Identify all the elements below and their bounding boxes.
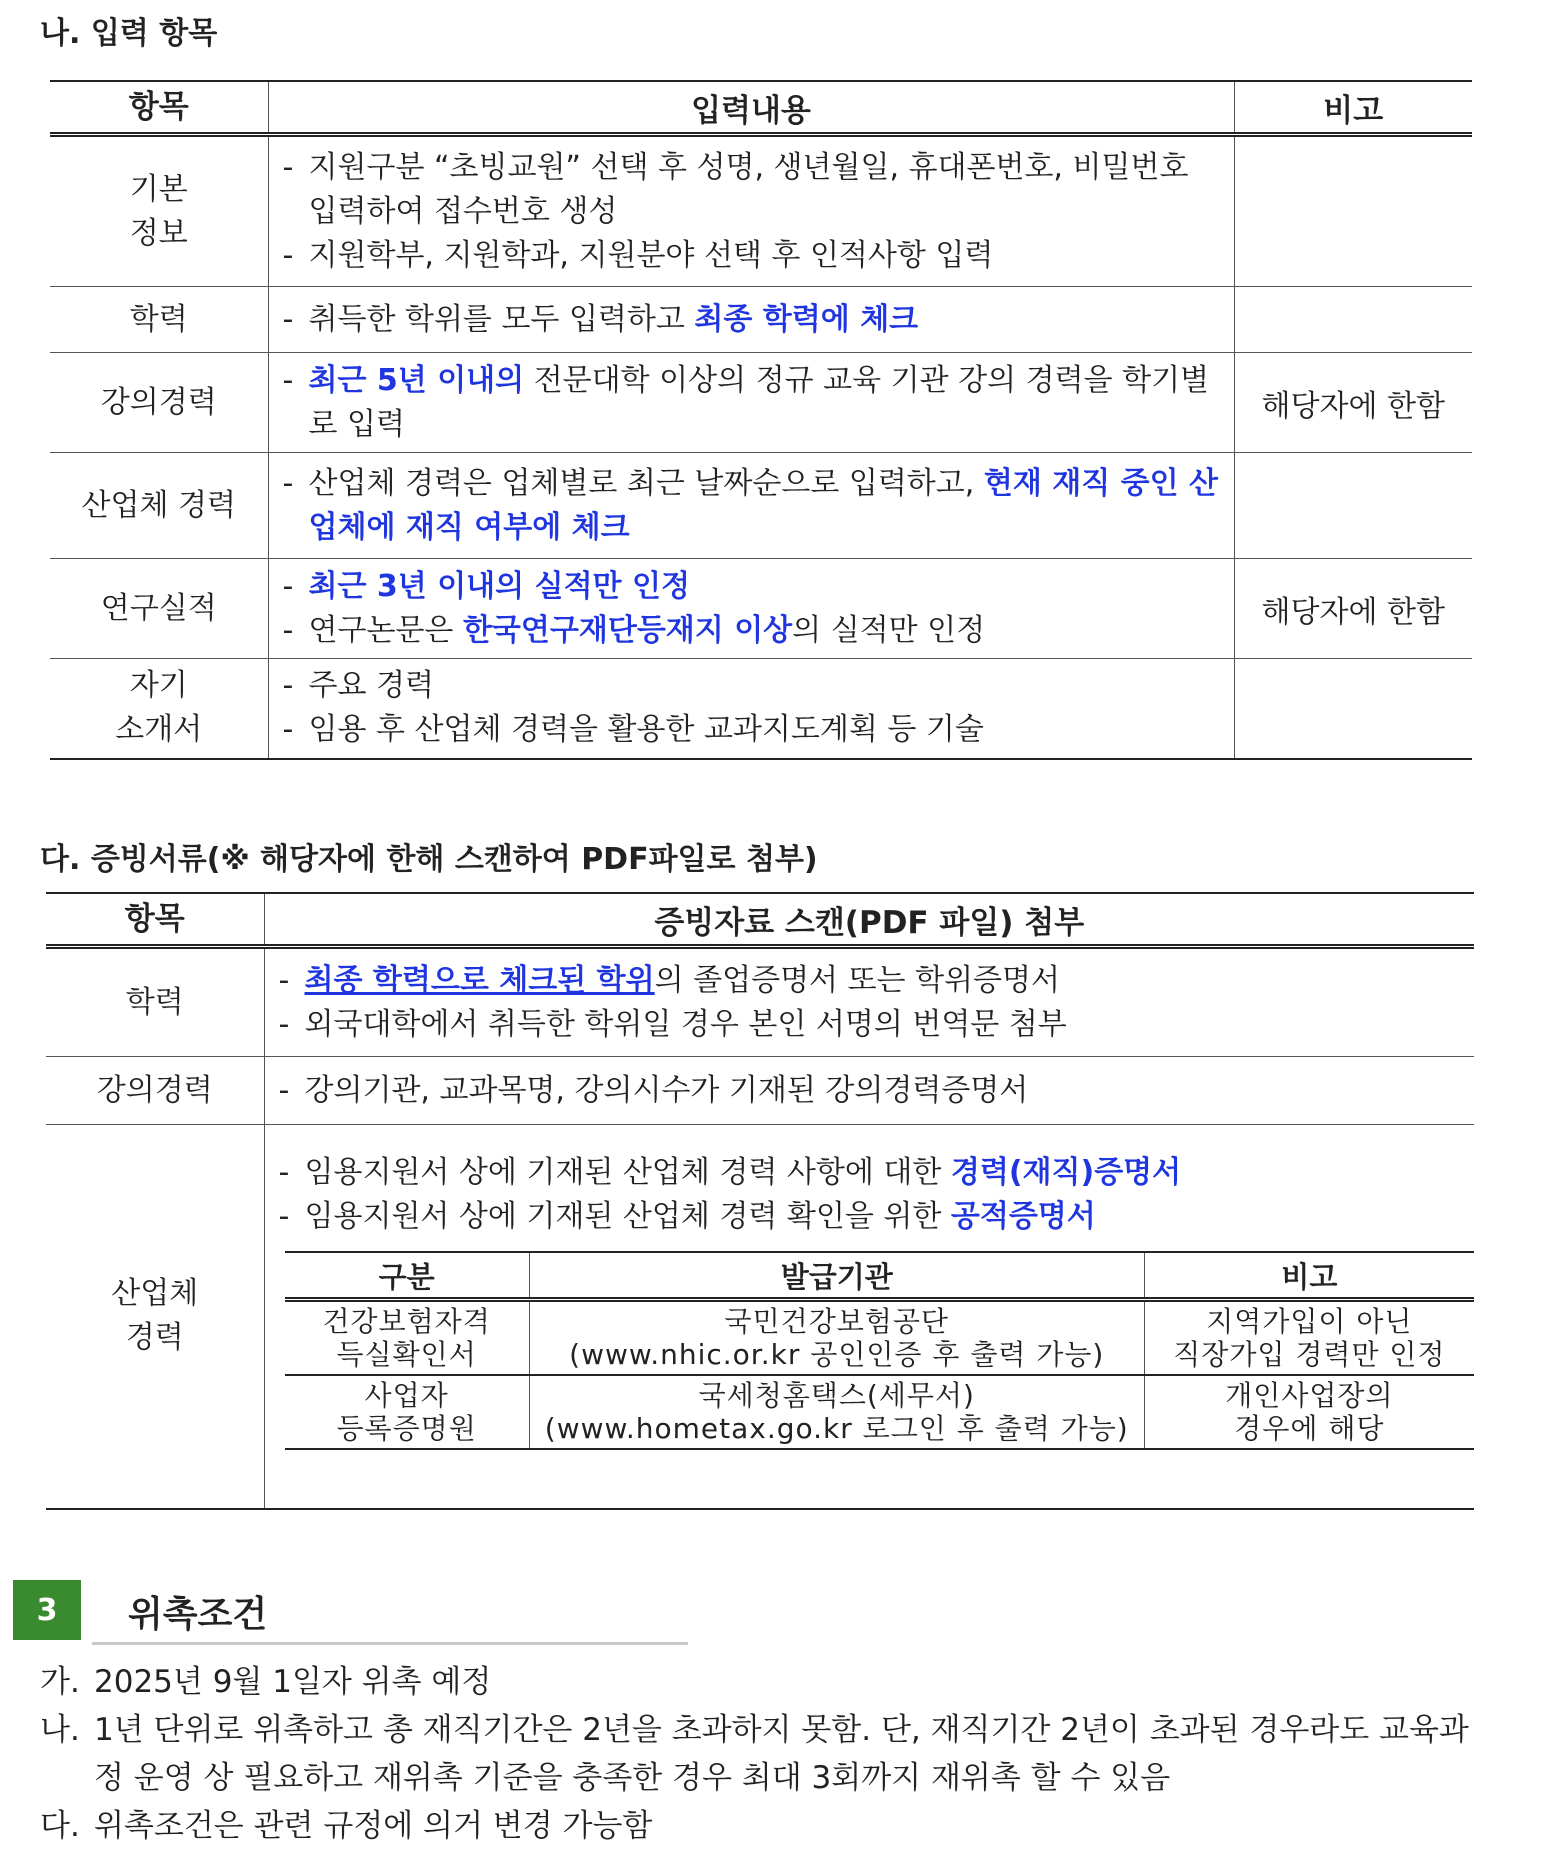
table-row (46, 1057, 1474, 1125)
bullet-dash: - (278, 1155, 290, 1190)
bullet-text (305, 1069, 1461, 1113)
text-segment: 지원구분 “초빙교원” 선택 후 성명, 생년월일, 휴대폰번호, 비밀번호 입력하여 접수번호 생성 (308, 149, 1189, 229)
text-segment: 의 졸업증명서 또는 학위증명서 (654, 962, 1060, 998)
table-row (50, 353, 1472, 453)
bullet-lines (269, 355, 1234, 451)
table-row (50, 559, 1472, 659)
inner-cell: 지역가입이 아닌 직장가입 경력만 인정 (1144, 1300, 1474, 1376)
content-cell (268, 287, 1234, 353)
inner-header: 구분 (285, 1252, 530, 1300)
table-row (50, 287, 1472, 353)
bullet-text (309, 565, 1220, 609)
text-segment: 지원학부, 지원학과, 지원분야 선택 후 인적사항 입력 (308, 237, 994, 273)
bullet-dash: - (278, 1072, 290, 1108)
inner-header: 비고 (1144, 1252, 1474, 1300)
header-item: 항목 (50, 81, 268, 135)
bullet-text (309, 298, 1220, 342)
inner-row (285, 1300, 1475, 1376)
content-cell (264, 1125, 1474, 1509)
condition-item (40, 1658, 1480, 1706)
appointment-conditions-list (40, 1658, 1480, 1850)
highlight-text: 최근 5년 이내의 (308, 362, 525, 398)
content-cell (268, 659, 1234, 759)
header-item: 항목 (46, 893, 264, 947)
table-row (50, 659, 1472, 759)
header-content: 입력내용 (268, 81, 1234, 135)
section-da-title: 다. 증빙서류(※ 해당자에 한해 스캔하여 PDF파일로 첨부) (40, 842, 818, 877)
bullet-dash: - (278, 1199, 290, 1234)
note-cell (1234, 135, 1472, 287)
bullet-dash: - (282, 237, 294, 273)
note-cell: 해당자에 한함 (1234, 559, 1472, 659)
inner-cell: 국민건강보험공단 (www.nhic.or.kr 공인인증 후 출력 가능) (529, 1300, 1144, 1376)
input-items-table (50, 80, 1472, 760)
item-label: 자기 소개서 (50, 659, 268, 759)
section-3-rule (92, 1642, 688, 1645)
bullet-line (279, 1003, 1461, 1047)
section-3-title: 위촉조건 (128, 1594, 268, 1635)
bullet-lines (269, 458, 1234, 554)
bullet-line (279, 1151, 1461, 1195)
bullet-line (283, 462, 1220, 550)
bullet-dash: - (282, 465, 294, 501)
condition-marker: 가. (40, 1664, 80, 1700)
table-row (46, 1125, 1474, 1509)
inner-row (285, 1375, 1475, 1449)
table-row (50, 453, 1472, 559)
item-label: 산업체 경력 (46, 1125, 264, 1509)
note-cell (1234, 287, 1472, 353)
text-segment: 의 실적만 인정 (792, 612, 986, 648)
bullet-text (309, 708, 1220, 752)
bullet-text (309, 462, 1220, 550)
bullet-dash: - (282, 149, 294, 185)
bullet-line (283, 359, 1220, 447)
highlight-text: 최종 학력에 체크 (694, 301, 919, 337)
note-cell (1234, 659, 1472, 759)
item-label: 강의경력 (46, 1057, 264, 1125)
issuer-table (285, 1251, 1475, 1450)
item-label: 연구실적 (50, 559, 268, 659)
condition-marker: 다. (40, 1808, 80, 1844)
bullet-text (309, 609, 1220, 653)
inner-cell: 국세청홈택스(세무서) (www.hometax.go.kr 로그인 후 출력 가능) (529, 1375, 1144, 1449)
bullet-line (283, 609, 1220, 653)
highlight-text: 현재 재직 중인 산업체에 재직 여부에 체크 (308, 465, 1219, 545)
section-number-badge: 3 (13, 1580, 81, 1640)
bullet-text (309, 359, 1220, 447)
bullet-text (309, 234, 1220, 278)
condition-marker: 나. (40, 1712, 80, 1748)
bullet-lines (265, 1147, 1475, 1243)
bullet-lines (269, 142, 1234, 282)
content-cell (264, 1057, 1474, 1125)
text-segment: 강의기관, 교과목명, 강의시수가 기재된 강의경력증명서 (304, 1072, 1029, 1108)
bullet-line (279, 1195, 1461, 1239)
condition-item (40, 1706, 1480, 1802)
content-cell (268, 135, 1234, 287)
content-cell (264, 947, 1474, 1057)
content-cell (268, 353, 1234, 453)
text-segment: 외국대학에서 취득한 학위일 경우 본인 서명의 번역문 첨부 (304, 1006, 1067, 1042)
note-cell (1234, 453, 1472, 559)
item-label: 산업체 경력 (50, 453, 268, 559)
bullet-line (283, 708, 1220, 752)
bullet-text (309, 664, 1220, 708)
inner-table-wrap (265, 1251, 1475, 1484)
bullet-line (279, 959, 1461, 1003)
bullet-line (283, 664, 1220, 708)
inner-header-row (285, 1252, 1475, 1300)
note-cell: 해당자에 한함 (1234, 353, 1472, 453)
bullet-lines (269, 294, 1234, 346)
table-row (46, 947, 1474, 1057)
item-label: 학력 (46, 947, 264, 1057)
inner-header: 발급기관 (529, 1252, 1144, 1300)
table-row (50, 135, 1472, 287)
content-cell (268, 559, 1234, 659)
highlight-text: 최근 3년 이내의 실적만 인정 (308, 568, 690, 604)
bullet-dash: - (282, 568, 294, 604)
bullet-dash: - (282, 301, 294, 337)
item-label: 기본 정보 (50, 135, 268, 287)
bullet-text (309, 146, 1220, 234)
condition-text: 1년 단위로 위촉하고 총 재직기간은 2년을 초과하지 못함. 단, 재직기간 2년이 초과된 경우라도 교육과정 운영 상 필요하고 재위촉 기준을 충족한 경우 최대 3회까지 재위촉 할 수 있음 (94, 1712, 1469, 1796)
inner-cell: 건강보험자격 득실확인서 (285, 1300, 530, 1376)
documents-table (46, 892, 1474, 1510)
bullet-dash: - (278, 962, 290, 998)
bullet-line (283, 146, 1220, 234)
text-segment: 임용지원서 상에 기재된 산업체 경력 확인을 위한 (304, 1199, 951, 1234)
text-segment: 취득한 학위를 모두 입력하고 (308, 301, 695, 337)
condition-text: 위촉조건은 관련 규정에 의거 변경 가능함 (94, 1808, 653, 1844)
bullet-text (305, 959, 1461, 1003)
inner-cell: 사업자 등록증명원 (285, 1375, 530, 1449)
bullet-lines (265, 955, 1475, 1051)
text-segment: 임용 후 산업체 경력을 활용한 교과지도계획 등 기술 (308, 712, 984, 748)
bullet-line (283, 565, 1220, 609)
bullet-dash: - (282, 612, 294, 648)
highlight-text: 경력(재직)증명서 (950, 1155, 1182, 1190)
highlight-text: 공적증명서 (950, 1199, 1096, 1234)
text-segment: 산업체 경력은 업체별로 최근 날짜순으로 입력하고, (308, 465, 984, 501)
item-label: 학력 (50, 287, 268, 353)
highlight-text: 최종 학력으로 체크된 학위 (304, 962, 655, 998)
bullet-line (283, 298, 1220, 342)
text-segment: 연구논문은 (308, 612, 463, 648)
bullet-line (283, 234, 1220, 278)
text-segment: 전문대학 이상의 정규 교육 기관 강의 경력을 학기별로 입력 (308, 362, 1210, 442)
bullet-line (279, 1069, 1461, 1113)
condition-text: 2025년 9월 1일자 위촉 예정 (94, 1664, 492, 1700)
bullet-lines (269, 660, 1234, 756)
item-label: 강의경력 (50, 353, 268, 453)
header-note: 비고 (1234, 81, 1472, 135)
bullet-text (305, 1151, 1461, 1195)
bullet-dash: - (282, 712, 294, 748)
bullet-dash: - (282, 668, 294, 704)
bullet-lines (269, 561, 1234, 657)
header-attachment: 증빙자료 스캔(PDF 파일) 첨부 (264, 893, 1474, 947)
highlight-text: 한국연구재단등재지 이상 (462, 612, 793, 648)
section-na-title: 나. 입력 항목 (40, 16, 218, 51)
text-segment: 임용지원서 상에 기재된 산업체 경력 사항에 대한 (304, 1155, 951, 1190)
bullet-lines (265, 1065, 1475, 1117)
bullet-dash: - (282, 362, 294, 398)
bullet-dash: - (278, 1006, 290, 1042)
bullet-text (305, 1195, 1461, 1239)
content-cell (268, 453, 1234, 559)
bullet-text (305, 1003, 1461, 1047)
condition-item (40, 1802, 1480, 1850)
inner-cell: 개인사업장의 경우에 해당 (1144, 1375, 1474, 1449)
text-segment: 주요 경력 (308, 668, 434, 704)
